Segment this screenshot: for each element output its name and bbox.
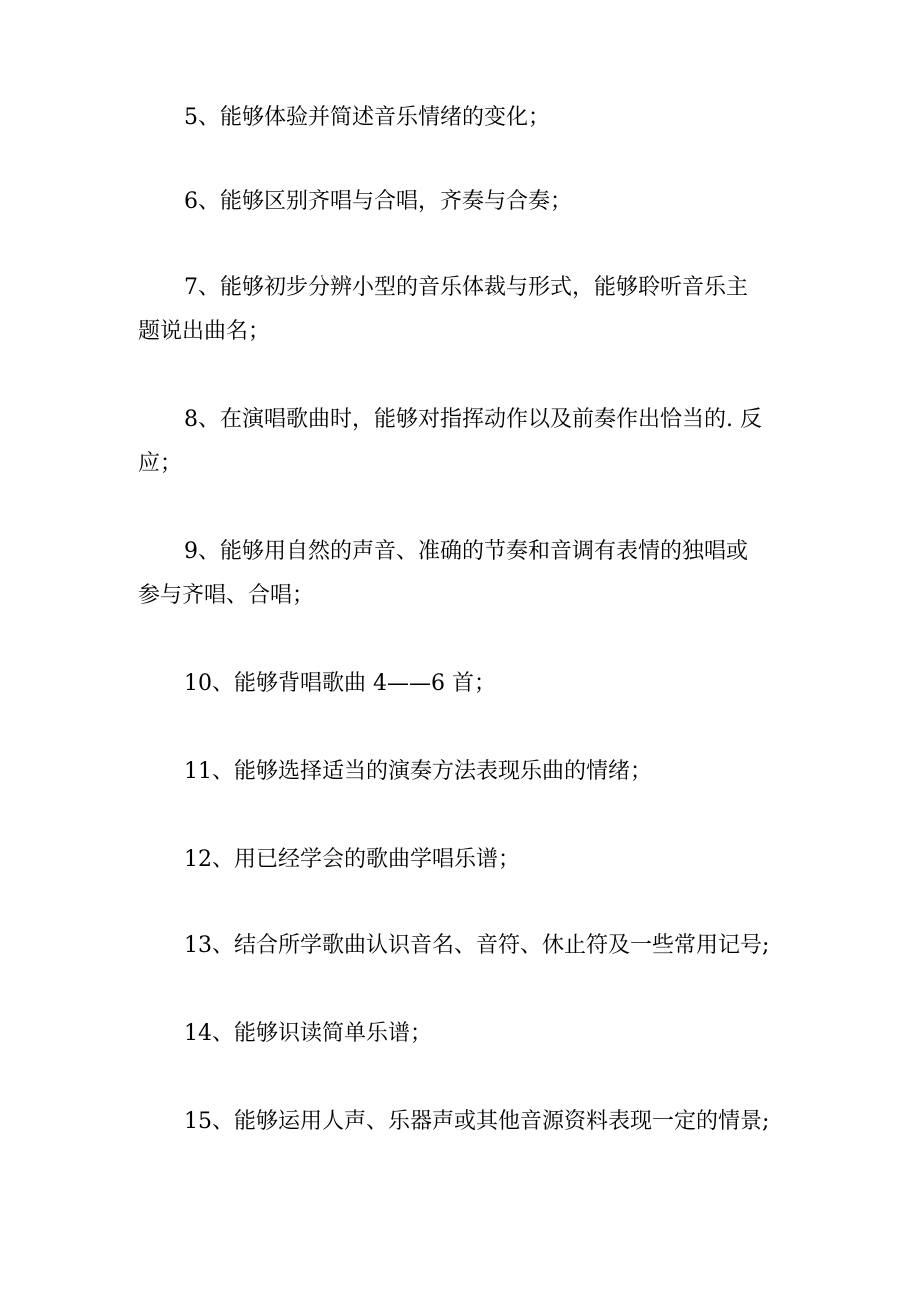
list-item-7 <box>138 266 788 354</box>
item-text: 14、能够识读简单乐谱； <box>184 1021 432 1046</box>
item-text: 9、能够用自然的声音、准确的节奏和音调有表情的独唱或 <box>184 539 748 564</box>
item-text: 7、能够初步分辨小型的音乐体裁与形式，能够聆听音乐主 <box>184 275 748 300</box>
list-item-15 <box>138 1100 788 1144</box>
list-item-14 <box>138 1012 788 1056</box>
item-text: 10、能够背唱歌曲 4——6 首； <box>184 671 496 696</box>
item-text: 11、能够选择适当的演奏方法表现乐曲的情绪； <box>184 759 652 784</box>
item-text-continued: 应； <box>138 451 183 476</box>
list-item-11 <box>138 750 788 794</box>
list-item-5 <box>138 96 788 140</box>
item-text: 13、结合所学歌曲认识音名、音符、休止符及一些常用记号; <box>184 933 770 958</box>
list-item-10 <box>138 662 788 706</box>
list-item-8 <box>138 398 788 486</box>
item-text: 8、在演唱歌曲时，能够对指挥动作以及前奏作出恰当的. 反 <box>184 407 762 432</box>
list-item-9 <box>138 530 788 618</box>
item-text: 6、能够区别齐唱与合唱，齐奏与合奏； <box>184 189 572 214</box>
item-text-continued: 参与齐唱、合唱； <box>138 583 315 608</box>
item-text: 5、能够体验并简述音乐情绪的变化； <box>184 105 550 130</box>
list-item-12 <box>138 838 788 882</box>
item-text: 12、用已经学会的歌曲学唱乐谱； <box>184 847 520 872</box>
list-item-6 <box>138 180 788 224</box>
list-item-13 <box>138 924 788 968</box>
item-text: 15、能够运用人声、乐器声或其他音源资料表现一定的情景; <box>184 1109 770 1134</box>
item-text-continued: 题说出曲名； <box>138 319 271 344</box>
